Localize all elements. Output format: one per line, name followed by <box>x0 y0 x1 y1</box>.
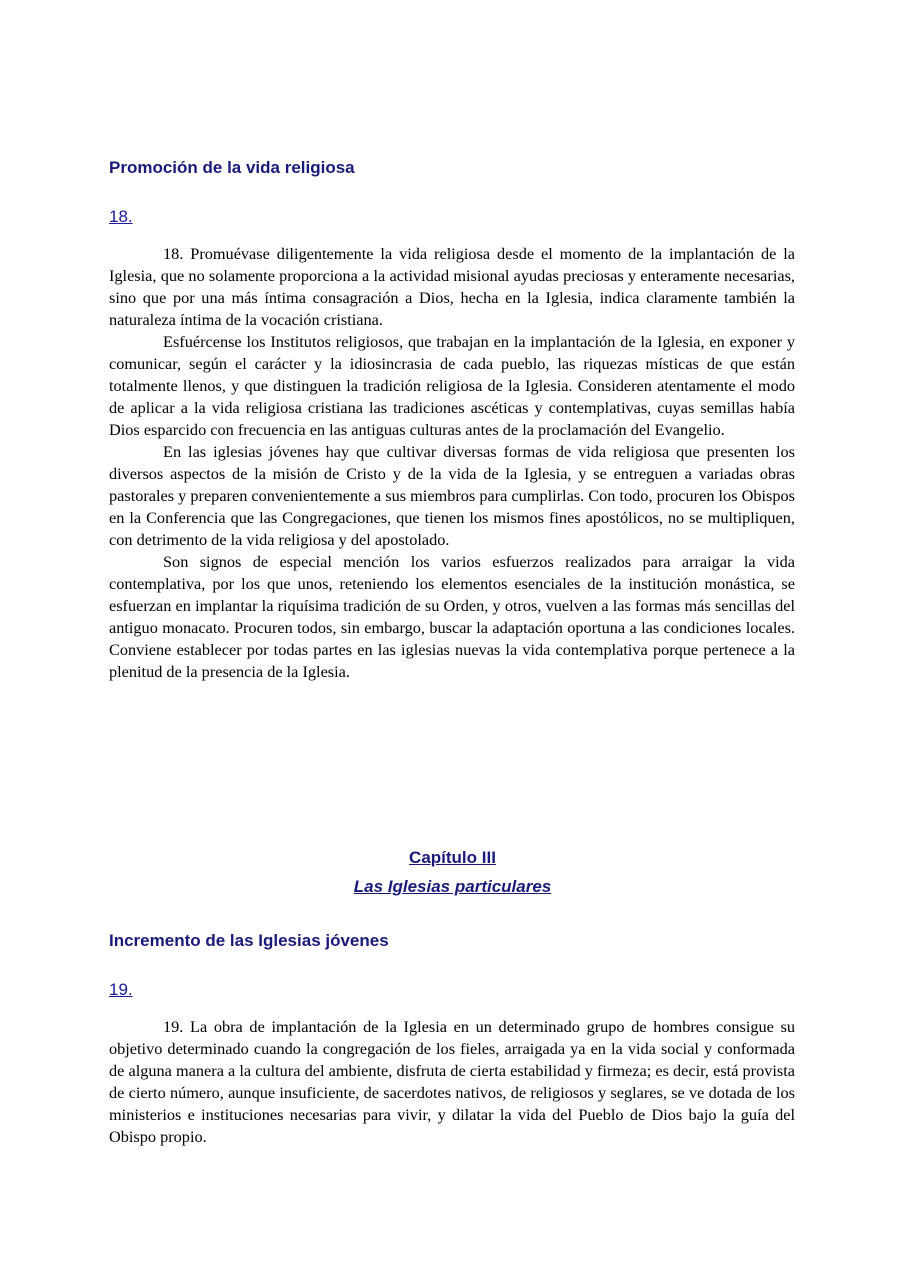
paragraph-19-1: 19. La obra de implantación de la Iglesia en un determinado grupo de hombres consigue su objetivo determinado cuando la congregación de los fieles, arraigada ya en la vida social y conformada de alguna manera a la cultura del ambiente, disfruta de cierta estabilidad y firmeza; es decir, está provista de cierto número, aunque insuficiente, de sacerdotes nativos, de religiosos y seglares, se ve dotada de los ministerios e instituciones necesarias para vivir, y dilatar la vida del Pueblo de Dios bajo la guía del Obispo propio. <box>109 1017 795 1146</box>
chapter-subtitle-link[interactable]: Las Iglesias particulares <box>353 877 552 896</box>
chapter-title-link[interactable]: Capítulo III <box>409 848 496 867</box>
paragraph-18-4: Son signos de especial mención los varios esfuerzos realizados para arraigar la vida contemplativa, por los que unos, reteniendo los elementos esenciales de la institución monástica, se esfuerzan en implantar la riquísima tradición de su Orden, y otros, vuelven a las formas más sencillas del antiguo monacato. Procuren todos, sin embargo, buscar la adaptación oportuna a las condiciones locales. Conviene establecer por todas partes en las iglesias nuevas la vida contemplativa porque pertenece a la plenitud de la presencia de la Iglesia. <box>109 552 795 681</box>
section-heading-promocion: Promoción de la vida religiosa <box>109 158 355 177</box>
section-19-body <box>109 1016 795 1148</box>
paragraph-18-2: Esfuércense los Institutos religiosos, que trabajan en la implantación de la Iglesia, en exponer y comunicar, según el carácter y la idiosincrasia de cada pueblo, las riquezas místicas de que están totalmente llenos, y que distinguen la tradición religiosa de la Iglesia. Consideren atentamente el modo de aplicar a la vida religiosa cristiana las tradiciones ascéticas y contemplativas, cuyas semillas había Dios esparcido con frecuencia en las antiguas culturas antes de la proclamación del Evangelio. <box>109 332 795 439</box>
paragraph-18-3: En las iglesias jóvenes hay que cultivar diversas formas de vida religiosa que presenten los diversos aspectos de la misión de Cristo y de la vida de la Iglesia, y se entreguen a variadas obras pastorales y preparen convenientemente a sus miembros para cumplirlas. Con todo, procuren los Obispos en la Conferencia que las Congregaciones, que tienen los mismos fines apostólicos, no se multipliquen, con detrimento de la vida religiosa y del apostolado. <box>109 442 795 549</box>
paragraph-19-link[interactable]: 19. <box>109 980 133 999</box>
section-heading-incremento: Incremento de las Iglesias jóvenes <box>109 931 389 950</box>
section-18-body <box>109 243 795 683</box>
paragraph-18-link[interactable]: 18. <box>109 207 133 226</box>
paragraph-18-1: 18. Promuévase diligentemente la vida religiosa desde el momento de la implantación de la Iglesia, que no solamente proporciona a la actividad misional ayudas preciosas y enteramente necesarias, sino que por una más íntima consagración a Dios, hecha en la Iglesia, indica claramente también la naturaleza íntima de la vocación cristiana. <box>109 244 795 329</box>
chapter-header <box>0 848 905 897</box>
